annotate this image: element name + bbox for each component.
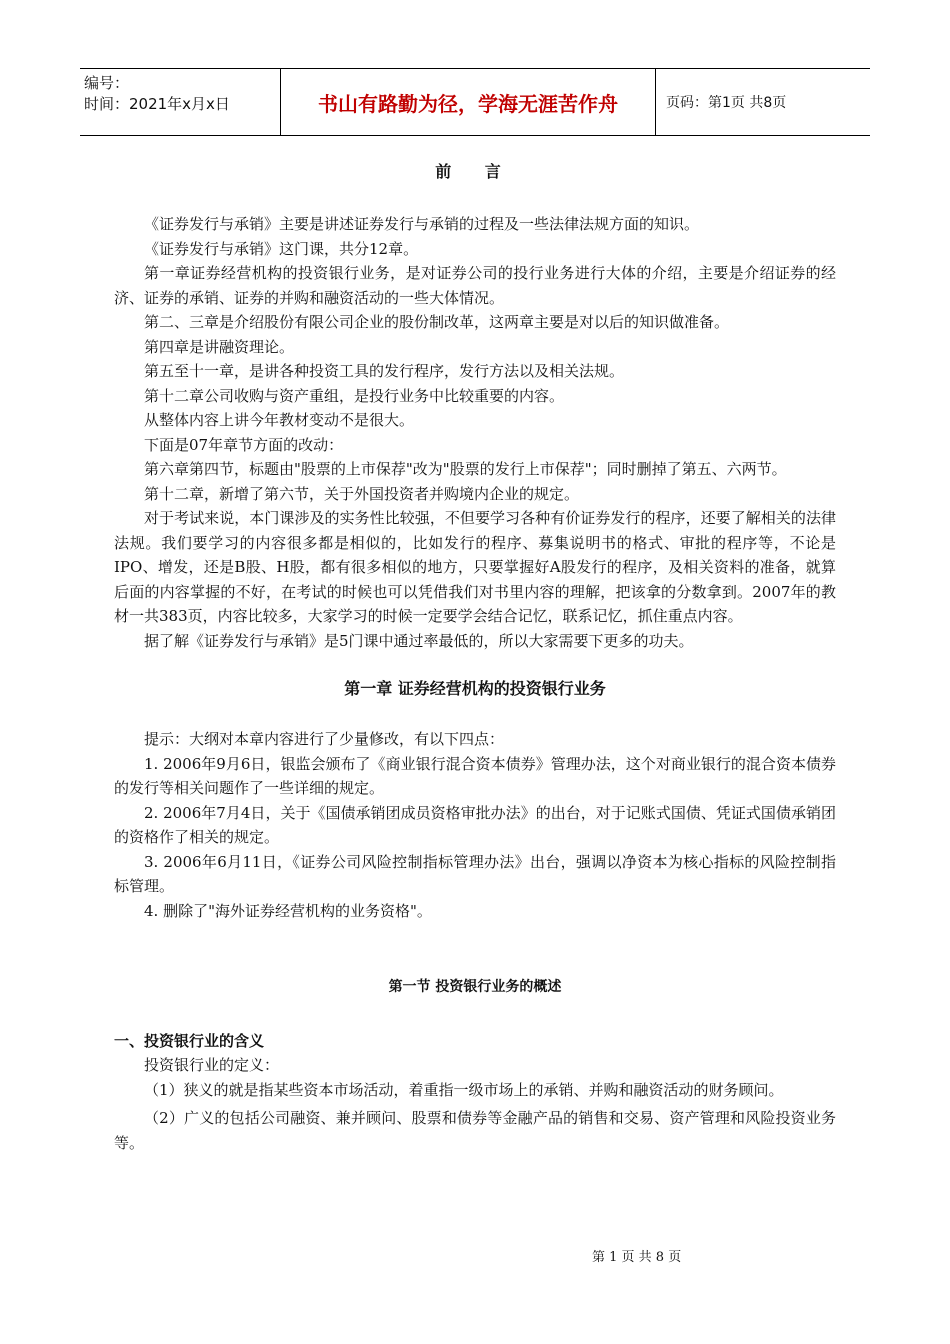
section-paragraph: （1）狭义的就是指某些资本市场活动，着重指一级市场上的承销、并购和融资活动的财务顾问。: [144, 1080, 784, 1099]
chapter-paragraph: 2. 2006年7月4日，关于《国债承销团成员资格审批办法》的出台，对于记账式国债、凭证式国债承销团的资格作了相关的规定。: [114, 803, 836, 846]
preface-paragraph: 从整体内容上讲今年教材变动不是很大。: [144, 411, 415, 429]
preface-title: 前 言: [435, 162, 515, 181]
document-body: [114, 158, 836, 1155]
preface-paragraph: 第一章证券经营机构的投资银行业务，是对证券公司的投行业务进行大体的介绍，主要是介绍证券的经济、证券的承销、证券的并购和融资活动的一些大体情况。: [114, 264, 836, 307]
chapter-paragraph: 3. 2006年6月11日，《证券公司风险控制指标管理办法》出台，强调以净资本为核心指标的风险控制指标管理。: [114, 852, 836, 895]
number-label: 编号：: [84, 74, 130, 92]
header-left-cell: [80, 69, 280, 135]
preface-paragraph: 第十二章公司收购与资产重组，是投行业务中比较重要的内容。: [144, 386, 565, 405]
date-label: 时间：2021年x月x日: [84, 95, 230, 113]
preface-paragraph: 第二、三章是介绍股份有限公司企业的股份制改革，这两章主要是对以后的知识做准备。: [144, 313, 730, 331]
chapter-paragraph: 提示：大纲对本章内容进行了少量修改，有以下四点：: [144, 730, 505, 748]
chapter-paragraph: 4. 删除了"海外证券经营机构的业务资格"。: [144, 901, 432, 920]
section-paragraph: 投资银行业的定义：: [144, 1056, 280, 1074]
preface-paragraph: 第六章第四节，标题由"股票的上市保荐"改为"股票的发行上市保荐"；同时删掉了第五、六两节。: [144, 460, 787, 478]
preface-paragraph: 《证券发行与承销》主要是讲述证券发行与承销的过程及一些法律法规方面的知识。: [144, 215, 700, 233]
page-footer: 第 1 页 共 8 页: [592, 1250, 682, 1265]
section-paragraph: （2）广义的包括公司融资、兼并顾问、股票和债券等金融产品的销售和交易、资产管理和风险投资业务等。: [114, 1109, 836, 1152]
preface-paragraph: 第四章是讲融资理论。: [144, 337, 295, 356]
page-label: 页码：第1页 共8页: [666, 95, 787, 111]
preface-paragraph: 下面是07年章节方面的改动：: [144, 435, 344, 454]
preface-paragraph: 第五至十一章，是讲各种投资工具的发行程序，发行方法以及相关法规。: [144, 362, 625, 380]
preface-paragraph: 第十二章，新增了第六节，关于外国投资者并购境内企业的规定。: [144, 484, 580, 503]
section-title: 第一节 投资银行业务的概述: [388, 979, 562, 995]
header-table: [80, 68, 870, 136]
preface-paragraph: 对于考试来说，本门课涉及的实务性比较强，不但要学习各种有价证券发行的程序，还要了解相关的法律法规。我们要学习的内容很多都是相似的，比如发行的程序、募集说明书的格式、审批的程序等，不论是IPO、增发，还是B股、H股，都有很多相似的地方，只要掌握好A股发行的程序，及相关资料的准备，就算后面的内容掌握的不好，在考试的时候也可以凭借我们对书里内容的理解，把该拿的分数拿到。2007年的教材一共383页，内容比较多，大家学习的时候一定要学会结合记忆，联系记忆，抓住重点内容。: [114, 509, 836, 625]
chapter-title: 第一章 证券经营机构的投资银行业务: [344, 679, 606, 698]
motto: 书山有路勤为径，学海无涯苦作舟: [280, 69, 656, 135]
chapter-paragraph: 1. 2006年9月6日，银监会颁布了《商业银行混合资本债券》管理办法，这个对商业银行的混合资本债券的发行等相关问题作了一些详细的规定。: [114, 754, 836, 797]
subsection-title: 一、投资银行业的含义: [114, 1032, 265, 1050]
preface-paragraph: 《证券发行与承销》这门课，共分12章。: [144, 239, 419, 258]
preface-paragraph: 据了解《证券发行与承销》是5门课中通过率最低的，所以大家需要下更多的功夫。: [144, 631, 694, 650]
